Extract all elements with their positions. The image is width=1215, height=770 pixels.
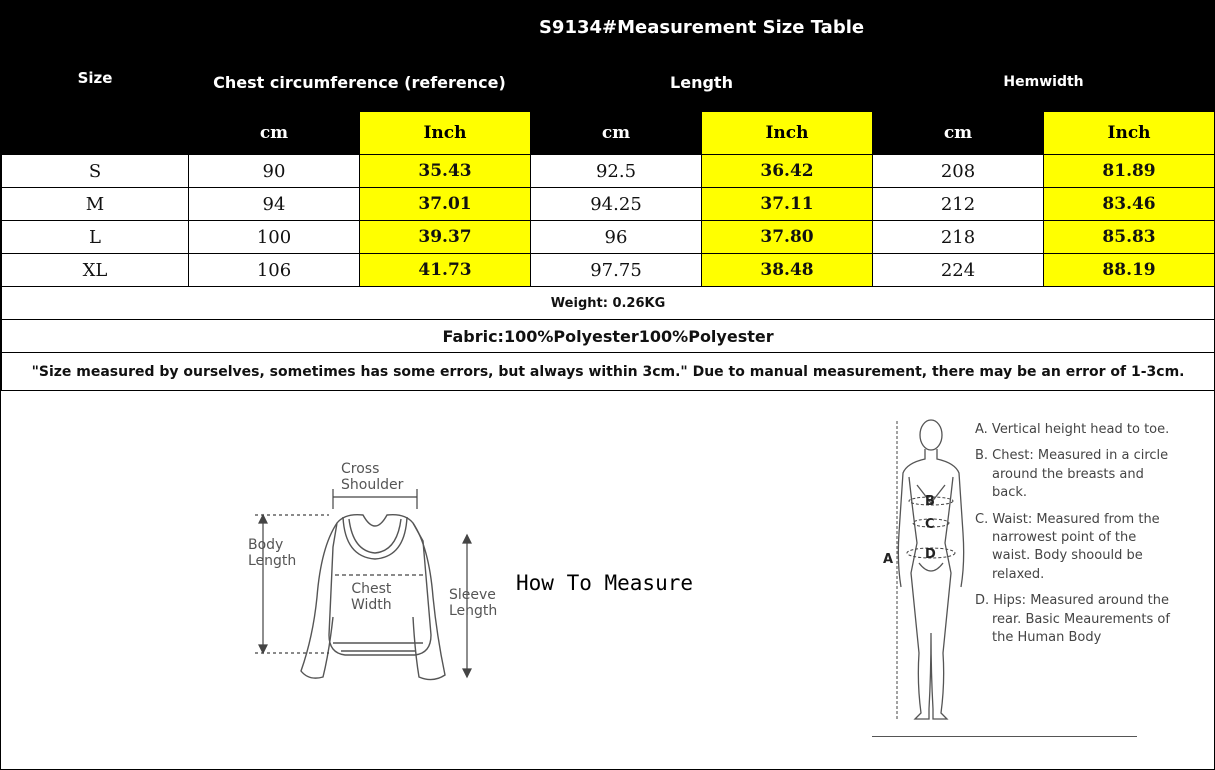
chest-inch-cell: 35.43	[360, 155, 531, 188]
hem-cm-cell: 218	[873, 221, 1044, 254]
size-cell: S	[2, 155, 189, 188]
length-inch-cell: 37.80	[702, 221, 873, 254]
size-column-header: Size	[2, 2, 189, 155]
cross-shoulder-label-line: Shoulder	[341, 477, 404, 493]
legend-item: B. Chest: Measured in a circle around the breasts and back.	[975, 448, 1169, 501]
measurement-size-table	[1, 1, 1215, 391]
marker-a: A	[883, 552, 894, 567]
legend-underline	[872, 736, 1137, 737]
marker-b: B	[925, 494, 935, 509]
size-cell: XL	[2, 254, 189, 287]
group-header-length: Length	[531, 53, 873, 112]
weight-info: Weight: 0.26KG	[2, 287, 1215, 320]
size-cell: M	[2, 188, 189, 221]
unit-header-inch: Inch	[360, 112, 531, 155]
fabric-info: Fabric:100%Polyester100%Polyester	[2, 320, 1215, 353]
unit-header-inch: Inch	[1044, 112, 1215, 155]
unit-header-cm: cm	[873, 112, 1044, 155]
length-cm-cell: 97.75	[531, 254, 702, 287]
legend-item: D. Hips: Measured around the rear. Basic Meaurements of the Human Body	[975, 593, 1170, 646]
body-length-label-line: Body	[248, 537, 284, 553]
cross-shoulder-label-line: Cross	[341, 461, 380, 477]
hem-inch-cell: 81.89	[1044, 155, 1215, 188]
table-row	[2, 221, 1215, 254]
hem-cm-cell: 212	[873, 188, 1044, 221]
sleeve-length-label-line: Sleeve	[449, 587, 496, 603]
chest-cm-cell: 94	[189, 188, 360, 221]
unit-header-cm: cm	[189, 112, 360, 155]
length-cm-cell: 94.25	[531, 188, 702, 221]
hem-inch-cell: 85.83	[1044, 221, 1215, 254]
unit-header-cm: cm	[531, 112, 702, 155]
body-length-label-line: Length	[248, 553, 297, 569]
length-cm-cell: 92.5	[531, 155, 702, 188]
sleeve-length-label	[449, 587, 497, 619]
group-header-chest: Chest circumference (reference)	[189, 53, 531, 112]
length-inch-cell: 37.11	[702, 188, 873, 221]
chest-cm-cell: 100	[189, 221, 360, 254]
group-header-hemwidth: Hemwidth	[873, 53, 1215, 112]
length-inch-cell: 36.42	[702, 155, 873, 188]
cross-shoulder-label	[341, 461, 403, 493]
chest-inch-cell: 37.01	[360, 188, 531, 221]
table-row	[2, 155, 1215, 188]
unit-header-inch: Inch	[702, 112, 873, 155]
table-title: S9134#Measurement Size Table	[189, 2, 1215, 53]
sleeve-length-label-line: Length	[449, 603, 498, 619]
chest-width-label-line: Chest	[351, 581, 392, 597]
chest-inch-cell: 39.37	[360, 221, 531, 254]
length-cm-cell: 96	[531, 221, 702, 254]
legend-item: C. Waist: Measured from the narrowest point of the waist. Body shoould be relaxed.	[975, 511, 1160, 582]
measurement-note: "Size measured by ourselves, sometimes has some errors, but always within 3cm." Due to manual measurement, there may be an error of 1-3cm.	[2, 353, 1215, 391]
chest-cm-cell: 90	[189, 155, 360, 188]
hem-inch-cell: 83.46	[1044, 188, 1215, 221]
hem-cm-cell: 208	[873, 155, 1044, 188]
human-body-figure	[877, 413, 973, 729]
chest-cm-cell: 106	[189, 254, 360, 287]
legend-item: A. Vertical height head to toe.	[975, 422, 1170, 437]
chest-width-label	[351, 581, 392, 613]
chest-inch-cell: 41.73	[360, 254, 531, 287]
size-cell: L	[2, 221, 189, 254]
hem-cm-cell: 224	[873, 254, 1044, 287]
body-length-label	[248, 537, 296, 569]
chest-width-label-line: Width	[351, 597, 392, 613]
table-row	[2, 254, 1215, 287]
how-to-measure-title: How To Measure	[516, 571, 694, 595]
table-row	[2, 188, 1215, 221]
hem-inch-cell: 88.19	[1044, 254, 1215, 287]
marker-d: D	[925, 547, 936, 562]
length-inch-cell: 38.48	[702, 254, 873, 287]
measurement-legend	[975, 421, 1175, 655]
marker-c: C	[925, 517, 935, 532]
